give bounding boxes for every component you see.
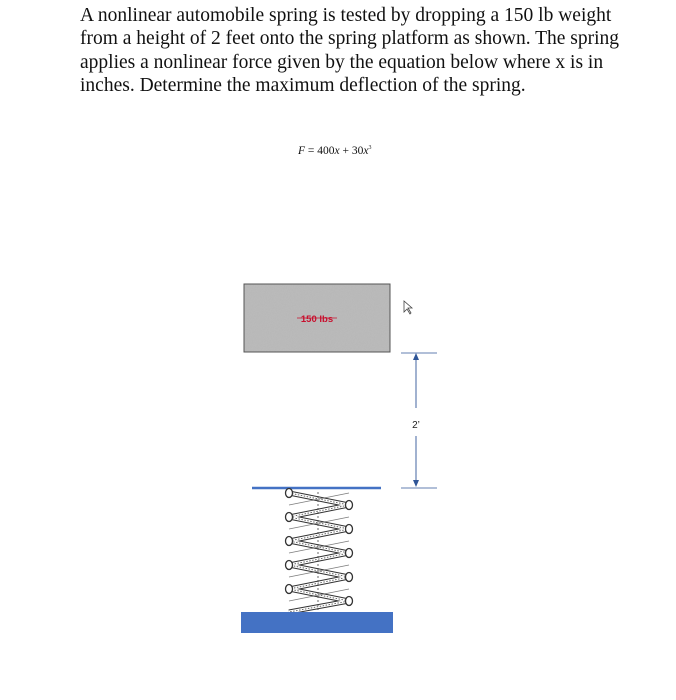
eq-cubic-coefficient: 30 xyxy=(351,145,364,157)
eq-linear-coefficient: 400 xyxy=(317,145,335,157)
problem-statement: A nonlinear automobile spring is tested by dropping a 150 lb weight from a height of 2 feet onto the spring platform as shown. The spring applies a nonlinear force given by the equation below where x is in inches. Determine the maximum deflection of the spring. xyxy=(80,5,620,97)
drop-height-label: 2’ xyxy=(412,420,420,431)
cursor-icon xyxy=(404,301,412,314)
weight-label: 150 lbs xyxy=(300,314,334,325)
eq-force-symbol: F xyxy=(298,145,306,157)
drop-height-dimension xyxy=(401,353,437,488)
ground-base xyxy=(241,612,393,633)
eq-cubic-variable: x xyxy=(363,145,369,157)
weight-block xyxy=(244,284,390,352)
eq-equals: = xyxy=(307,145,315,157)
eq-linear-variable: x xyxy=(334,145,340,157)
spring xyxy=(286,489,353,613)
eq-plus: + xyxy=(342,145,350,157)
eq-exponent: 3 xyxy=(368,145,372,151)
